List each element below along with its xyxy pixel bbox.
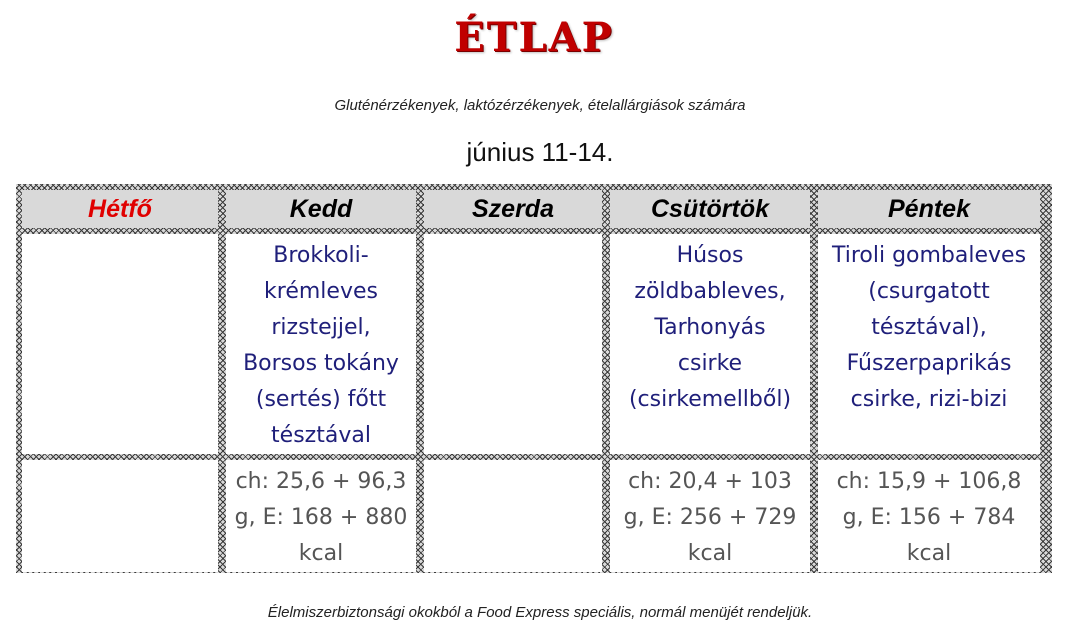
dish-line: csirke bbox=[677, 351, 743, 376]
dish-line: tésztával bbox=[271, 423, 371, 448]
day-header-pentek: Péntek bbox=[818, 190, 1040, 228]
subtitle: Gluténérzékenyek, laktózérzékenyek, ételallárgiások számára bbox=[334, 97, 746, 114]
dish-line: Brokkoli- bbox=[273, 243, 369, 268]
dish-line: rizstejjel, bbox=[271, 315, 371, 340]
dish-line: Fűszerpaprikás bbox=[846, 351, 1012, 376]
footer-note: Élelmiszerbiztonsági okokból a Food Express speciális, normál menüjét rendeljük. bbox=[267, 604, 813, 621]
dish-line: Tiroli gombaleves bbox=[831, 243, 1027, 268]
dish-line: krémleves bbox=[264, 279, 378, 304]
dish-line: csirke, rizi-bizi bbox=[850, 387, 1008, 412]
nutrition-cell-hetfo bbox=[22, 460, 218, 572]
dish-cell-hetfo bbox=[22, 234, 218, 454]
dish-cell-csutortok bbox=[610, 234, 810, 454]
day-header-csutortok: Csütörtök bbox=[610, 190, 810, 228]
dish-line: Borsos tokány bbox=[243, 351, 399, 376]
date-range: június 11-14. bbox=[466, 137, 614, 167]
dish-line: tésztával), bbox=[871, 315, 987, 340]
dish-cell-pentek bbox=[818, 234, 1040, 454]
nutrition-line: kcal bbox=[906, 541, 952, 566]
dish-cell-kedd bbox=[226, 234, 416, 454]
nutrition-line: ch: 15,9 + 106,8 bbox=[836, 469, 1022, 494]
nutrition-cell-szerda bbox=[424, 460, 602, 572]
nutrition-cell-pentek bbox=[818, 460, 1040, 572]
dish-cell-szerda bbox=[424, 234, 602, 454]
day-header-kedd: Kedd bbox=[226, 190, 416, 228]
nutrition-line: g, E: 156 + 784 bbox=[842, 505, 1016, 530]
dish-line: Húsos bbox=[676, 243, 744, 268]
nutrition-line: ch: 20,4 + 103 bbox=[628, 469, 792, 494]
page-title: ÉTLAP bbox=[454, 14, 614, 61]
nutrition-line: kcal bbox=[298, 541, 344, 566]
dish-line: Tarhonyás bbox=[654, 315, 766, 340]
nutrition-line: ch: 25,6 + 96,3 bbox=[235, 469, 407, 494]
dish-line: zöldbableves, bbox=[634, 279, 786, 304]
nutrition-line: g, E: 168 + 880 bbox=[234, 505, 408, 530]
dish-line: (csirkemellből) bbox=[628, 387, 792, 412]
dish-row bbox=[22, 234, 1040, 454]
day-header-hetfo: Hétfő bbox=[22, 190, 218, 228]
day-header-szerda: Szerda bbox=[424, 190, 602, 228]
dish-line: (sertés) főtt bbox=[255, 387, 387, 412]
nutrition-cell-csutortok bbox=[610, 460, 810, 572]
nutrition-row bbox=[22, 460, 1040, 572]
dish-line: (csurgatott bbox=[868, 279, 990, 304]
nutrition-line: g, E: 256 + 729 bbox=[623, 505, 797, 530]
nutrition-line: kcal bbox=[687, 541, 733, 566]
day-header-row bbox=[22, 190, 1040, 228]
nutrition-cell-kedd bbox=[226, 460, 416, 572]
menu-table bbox=[14, 184, 1048, 578]
